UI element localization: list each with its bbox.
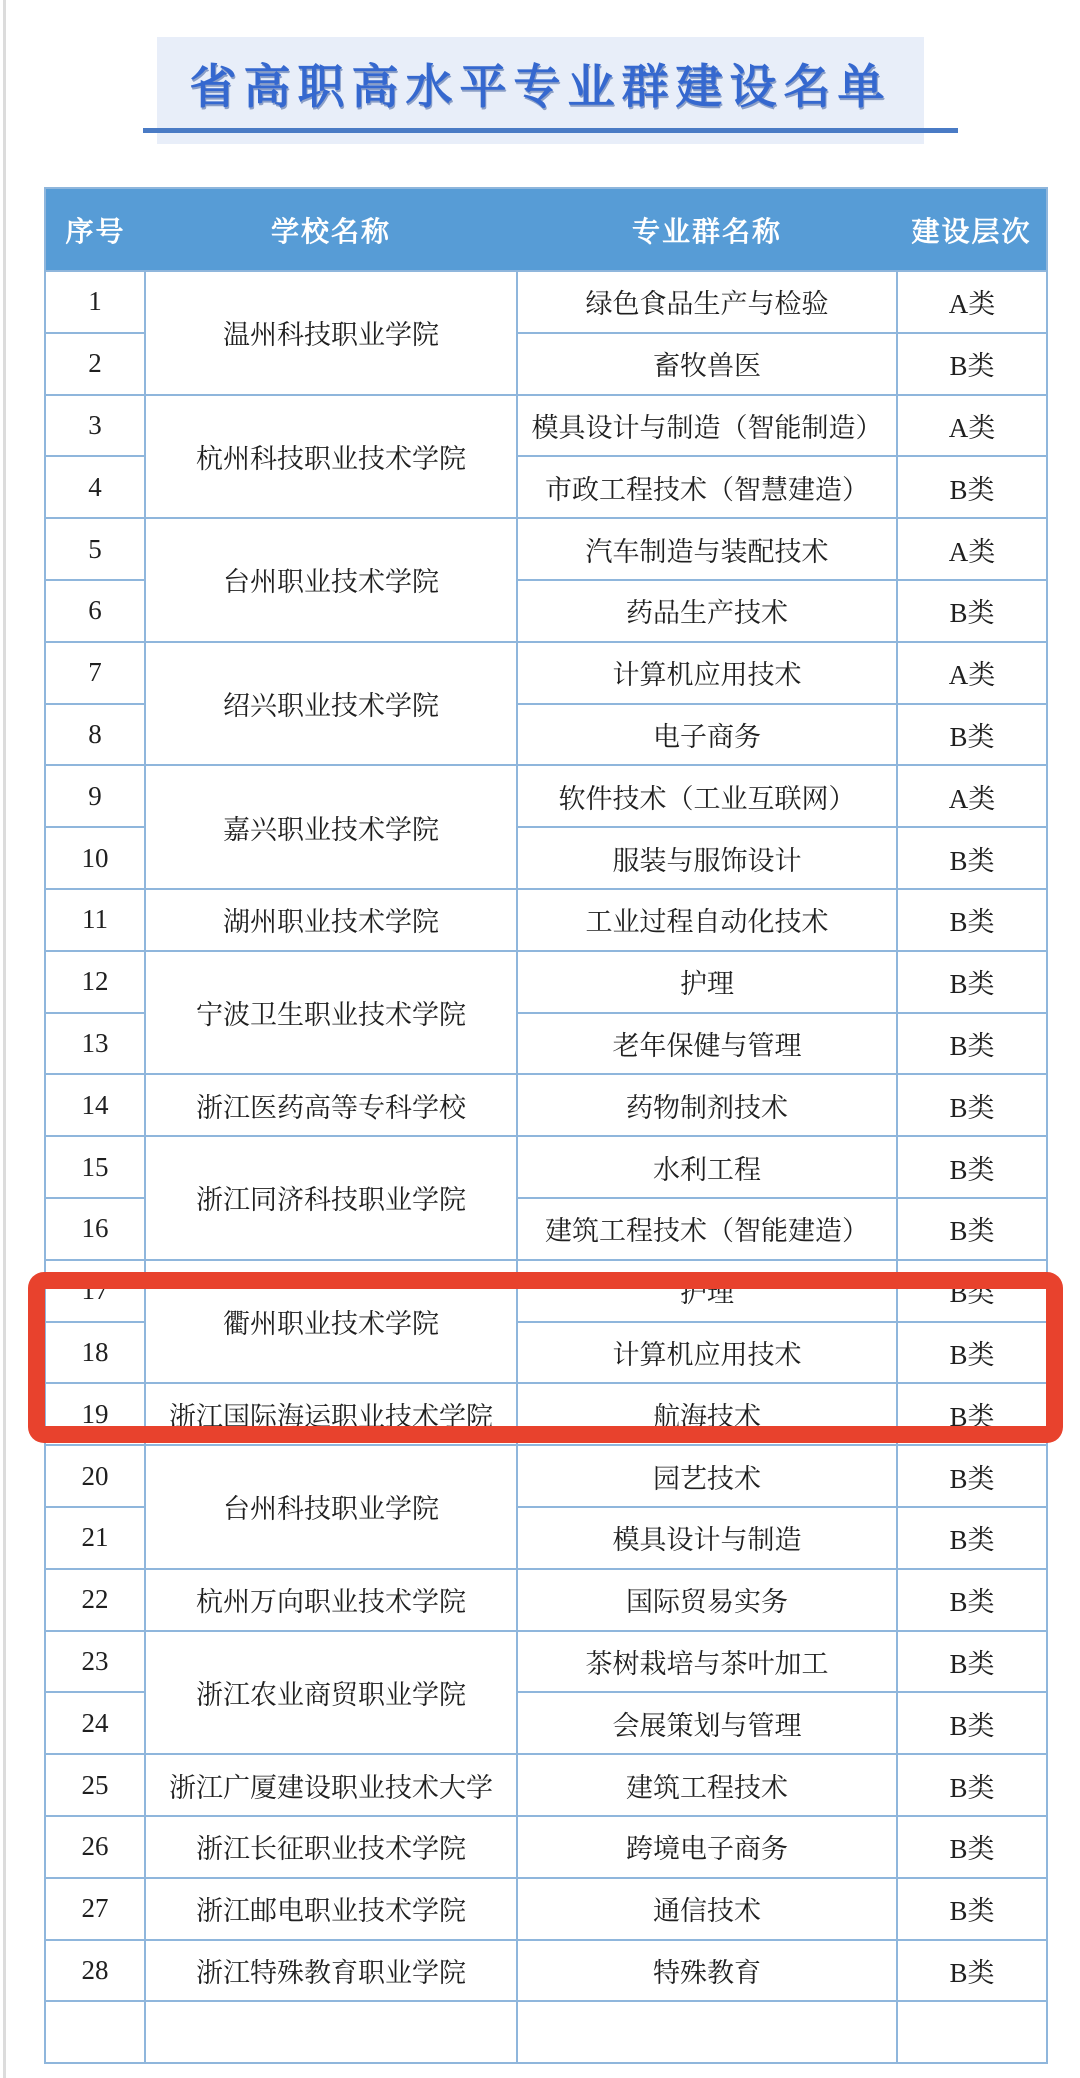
group-name-cell: 计算机应用技术 xyxy=(517,642,897,704)
header-group-name: 专业群名称 xyxy=(517,188,897,271)
level-cell: B类 xyxy=(897,456,1047,518)
group-name-cell: 跨境电子商务 xyxy=(517,1816,897,1878)
school-name-cell: 浙江同济科技职业学院 xyxy=(145,1136,517,1260)
group-name-cell: 工业过程自动化技术 xyxy=(517,889,897,951)
school-name-cell: 衢州职业技术学院 xyxy=(145,1260,517,1384)
level-cell: A类 xyxy=(897,518,1047,580)
header-level: 建设层次 xyxy=(897,188,1047,271)
row-number-cell: 12 xyxy=(45,951,145,1013)
row-number-cell: 11 xyxy=(45,889,145,951)
level-cell: B类 xyxy=(897,1816,1047,1878)
level-cell: A类 xyxy=(897,765,1047,827)
table-row xyxy=(45,1631,1047,1693)
row-number-cell: 26 xyxy=(45,1816,145,1878)
level-cell: B类 xyxy=(897,1260,1047,1322)
row-number-cell xyxy=(45,2001,145,2063)
title-underline xyxy=(143,128,958,133)
group-name-cell: 茶树栽培与茶叶加工 xyxy=(517,1631,897,1693)
table-header xyxy=(45,188,1047,271)
group-name-cell: 航海技术 xyxy=(517,1383,897,1445)
group-name-cell: 药物制剂技术 xyxy=(517,1074,897,1136)
school-name-cell: 台州职业技术学院 xyxy=(145,518,517,642)
group-name-cell: 电子商务 xyxy=(517,704,897,766)
level-cell: B类 xyxy=(897,1445,1047,1507)
level-cell: B类 xyxy=(897,1754,1047,1816)
school-name-cell: 绍兴职业技术学院 xyxy=(145,642,517,766)
row-number-cell: 24 xyxy=(45,1692,145,1754)
school-name-cell: 浙江医药高等专科学校 xyxy=(145,1074,517,1136)
group-name-cell: 模具设计与制造（智能制造） xyxy=(517,395,897,457)
table-row xyxy=(45,1878,1047,1940)
school-name-cell: 湖州职业技术学院 xyxy=(145,889,517,951)
school-name-cell: 台州科技职业学院 xyxy=(145,1445,517,1569)
level-cell: B类 xyxy=(897,704,1047,766)
row-number-cell: 14 xyxy=(45,1074,145,1136)
school-name-cell: 浙江长征职业技术学院 xyxy=(145,1816,517,1878)
group-name-cell: 市政工程技术（智慧建造） xyxy=(517,456,897,518)
level-cell: B类 xyxy=(897,1631,1047,1693)
table-row xyxy=(45,1383,1047,1445)
header-row xyxy=(45,188,1047,271)
group-name-cell: 会展策划与管理 xyxy=(517,1692,897,1754)
level-cell: B类 xyxy=(897,1692,1047,1754)
school-name-cell: 杭州科技职业技术学院 xyxy=(145,395,517,519)
group-name-cell: 水利工程 xyxy=(517,1136,897,1198)
row-number-cell: 19 xyxy=(45,1383,145,1445)
row-number-cell: 15 xyxy=(45,1136,145,1198)
table-row xyxy=(45,1074,1047,1136)
row-number-cell: 10 xyxy=(45,827,145,889)
level-cell: B类 xyxy=(897,827,1047,889)
row-number-cell: 25 xyxy=(45,1754,145,1816)
table-row xyxy=(45,951,1047,1013)
row-number-cell: 21 xyxy=(45,1507,145,1569)
level-cell: B类 xyxy=(897,1507,1047,1569)
group-name-cell: 绿色食品生产与检验 xyxy=(517,271,897,333)
page-edge-line xyxy=(3,0,6,2078)
row-number-cell: 17 xyxy=(45,1260,145,1322)
row-number-cell: 4 xyxy=(45,456,145,518)
level-cell: A类 xyxy=(897,395,1047,457)
group-name-cell: 特殊教育 xyxy=(517,1940,897,2002)
group-name-cell xyxy=(517,2001,897,2063)
school-name-cell: 浙江农业商贸职业学院 xyxy=(145,1631,517,1755)
table-row xyxy=(45,642,1047,704)
table-row xyxy=(45,1260,1047,1322)
row-number-cell: 5 xyxy=(45,518,145,580)
table-row xyxy=(45,765,1047,827)
level-cell: B类 xyxy=(897,580,1047,642)
page-title: 省高职高水平专业群建设名单 xyxy=(189,60,892,113)
level-cell: B类 xyxy=(897,1074,1047,1136)
row-number-cell: 3 xyxy=(45,395,145,457)
school-name-cell: 浙江国际海运职业技术学院 xyxy=(145,1383,517,1445)
level-cell xyxy=(897,2001,1047,2063)
table-row xyxy=(45,518,1047,580)
group-name-cell: 汽车制造与装配技术 xyxy=(517,518,897,580)
table-body xyxy=(45,271,1047,2063)
header-school-name: 学校名称 xyxy=(145,188,517,271)
row-number-cell: 1 xyxy=(45,271,145,333)
row-number-cell: 7 xyxy=(45,642,145,704)
level-cell: B类 xyxy=(897,1878,1047,1940)
group-name-cell: 服装与服饰设计 xyxy=(517,827,897,889)
table-row xyxy=(45,1754,1047,1816)
level-cell: B类 xyxy=(897,1198,1047,1260)
row-number-cell: 23 xyxy=(45,1631,145,1693)
school-name-cell xyxy=(145,2001,517,2063)
level-cell: B类 xyxy=(897,1569,1047,1631)
level-cell: A类 xyxy=(897,271,1047,333)
row-number-cell: 9 xyxy=(45,765,145,827)
table-row xyxy=(45,1816,1047,1878)
row-number-cell: 2 xyxy=(45,333,145,395)
level-cell: B类 xyxy=(897,1383,1047,1445)
level-cell: A类 xyxy=(897,642,1047,704)
group-name-cell: 畜牧兽医 xyxy=(517,333,897,395)
school-name-cell: 嘉兴职业技术学院 xyxy=(145,765,517,889)
row-number-cell: 16 xyxy=(45,1198,145,1260)
level-cell: B类 xyxy=(897,951,1047,1013)
professional-groups-table xyxy=(44,187,1048,2064)
row-number-cell: 13 xyxy=(45,1013,145,1075)
level-cell: B类 xyxy=(897,1322,1047,1384)
group-name-cell: 建筑工程技术（智能建造） xyxy=(517,1198,897,1260)
group-name-cell: 软件技术（工业互联网） xyxy=(517,765,897,827)
row-number-cell: 28 xyxy=(45,1940,145,2002)
group-name-cell: 国际贸易实务 xyxy=(517,1569,897,1631)
row-number-cell: 22 xyxy=(45,1569,145,1631)
table-row xyxy=(45,889,1047,951)
partial-row xyxy=(45,2001,1047,2063)
level-cell: B类 xyxy=(897,1940,1047,2002)
row-number-cell: 6 xyxy=(45,580,145,642)
group-name-cell: 药品生产技术 xyxy=(517,580,897,642)
row-number-cell: 27 xyxy=(45,1878,145,1940)
school-name-cell: 宁波卫生职业技术学院 xyxy=(145,951,517,1075)
row-number-cell: 18 xyxy=(45,1322,145,1384)
group-name-cell: 建筑工程技术 xyxy=(517,1754,897,1816)
table-row xyxy=(45,1940,1047,2002)
table-row xyxy=(45,1445,1047,1507)
level-cell: B类 xyxy=(897,333,1047,395)
group-name-cell: 通信技术 xyxy=(517,1878,897,1940)
table-row xyxy=(45,395,1047,457)
level-cell: B类 xyxy=(897,889,1047,951)
level-cell: B类 xyxy=(897,1136,1047,1198)
group-name-cell: 计算机应用技术 xyxy=(517,1322,897,1384)
group-name-cell: 护理 xyxy=(517,1260,897,1322)
group-name-cell: 模具设计与制造 xyxy=(517,1507,897,1569)
level-cell: B类 xyxy=(897,1013,1047,1075)
table-row xyxy=(45,271,1047,333)
school-name-cell: 温州科技职业学院 xyxy=(145,271,517,395)
school-name-cell: 浙江邮电职业技术学院 xyxy=(145,1878,517,1940)
group-name-cell: 老年保健与管理 xyxy=(517,1013,897,1075)
group-name-cell: 护理 xyxy=(517,951,897,1013)
school-name-cell: 杭州万向职业技术学院 xyxy=(145,1569,517,1631)
school-name-cell: 浙江广厦建设职业技术大学 xyxy=(145,1754,517,1816)
school-name-cell: 浙江特殊教育职业学院 xyxy=(145,1940,517,2002)
table-row xyxy=(45,1136,1047,1198)
table-row xyxy=(45,1569,1047,1631)
row-number-cell: 20 xyxy=(45,1445,145,1507)
group-name-cell: 园艺技术 xyxy=(517,1445,897,1507)
row-number-cell: 8 xyxy=(45,704,145,766)
header-number: 序号 xyxy=(45,188,145,271)
